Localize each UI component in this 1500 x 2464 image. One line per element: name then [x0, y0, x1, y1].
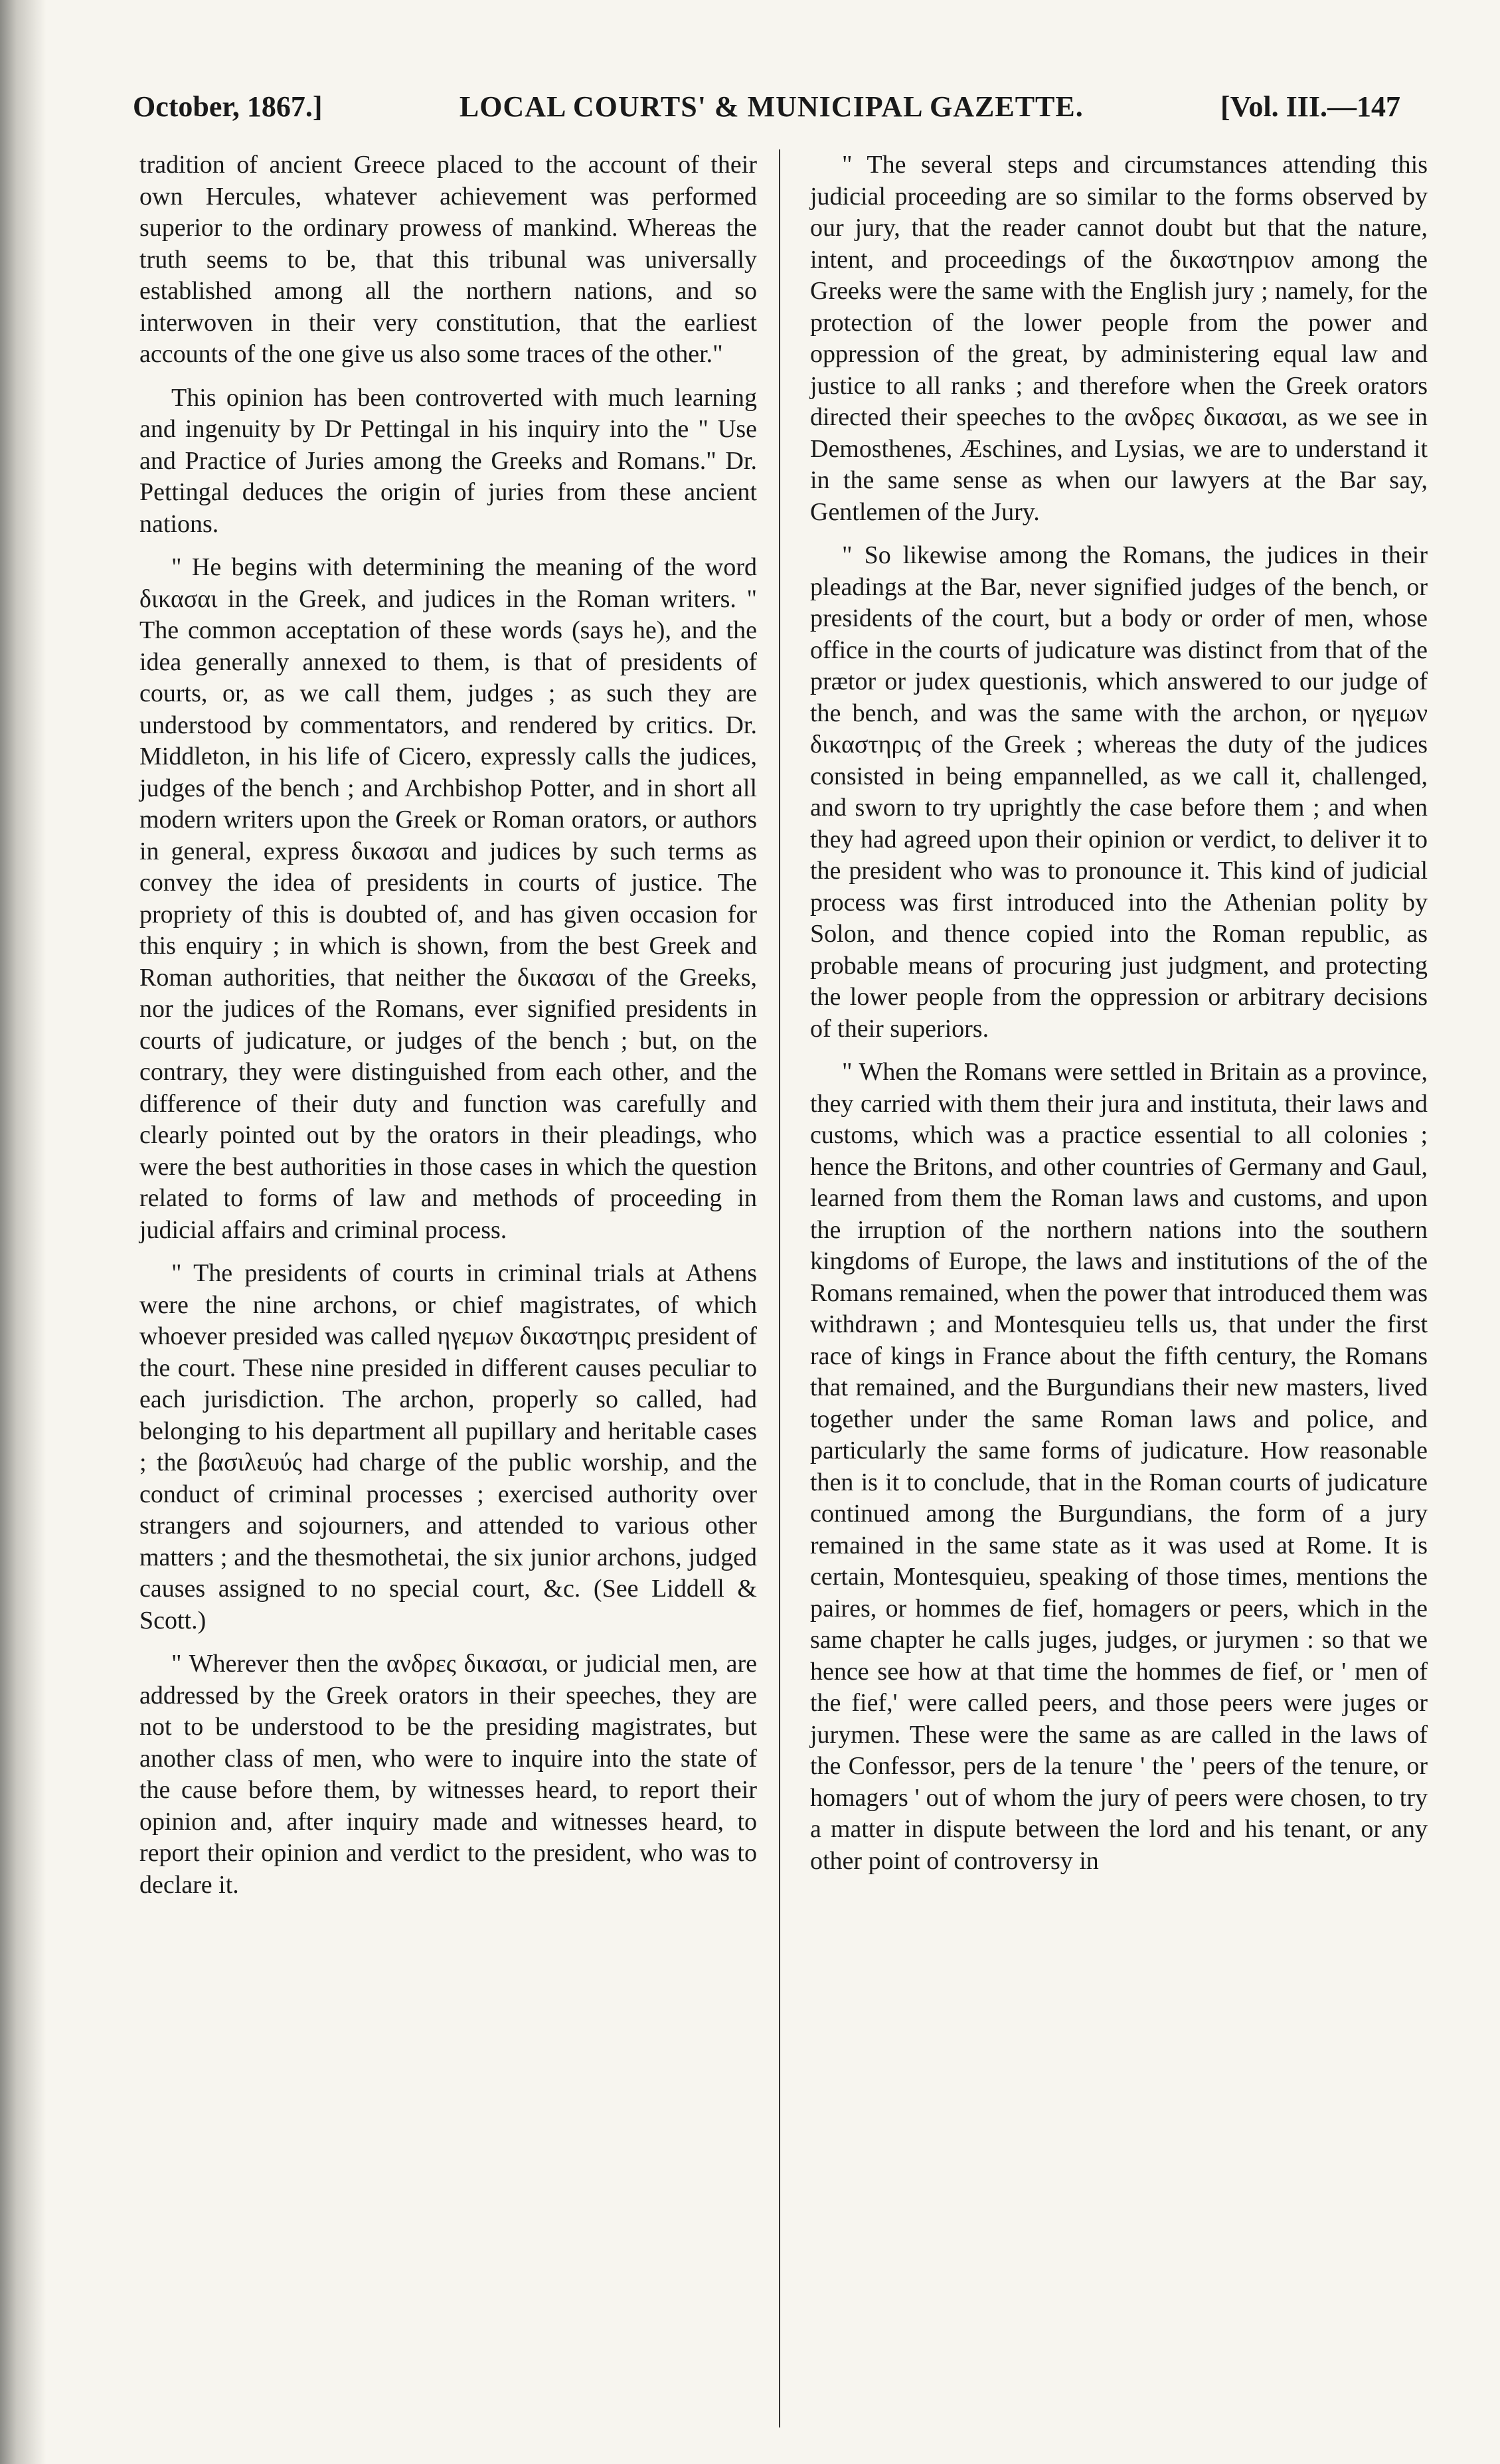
page-binding-edge: [0, 0, 46, 2464]
right-column: [810, 149, 1428, 1889]
header-date: October, 1867.]: [133, 90, 323, 123]
paragraph: " So likewise among the Romans, the judices in their pleadings at the Bar, never signified judges of the bench, or presidents of the court, but a body or order of men, whose office in the courts of judicature was distinct from that of the prætor or judex questionis, which answered to our judge of the bench, and was the same with the archon, or ηγεμων δικαστηρις of the Greek ; whereas the duty of the judices consisted in being empannelled, as we call it, challenged, and sworn to try uprightly the case before them ; and when they had agreed upon their opinion or verdict, to deliver it to the president who was to pronounce it. This kind of judicial process was first introduced into the Athenian polity by Solon, and thence copied into the Roman republic, as probable means of procuring just judgment, and protecting the lower people from the oppression or arbitrary decisions of their superiors.: [810, 541, 1428, 1043]
paragraph: " Wherever then the ανδρες δικασαι, or judicial men, are addressed by the Greek orators in their speeches, they are not to be understood to be the presiding magistrates, but another class of men, who were to inquire into the state of the cause before them, by witnesses heard, to report their opinion and, after inquiry made and witnesses heard, to report their opinion and verdict to the president, who was to declare it.: [139, 1650, 757, 1899]
page-header: [133, 90, 1400, 136]
left-column: [139, 149, 757, 1913]
paragraph: " The several steps and circumstances attending this judicial proceeding are so similar to the forms observed by our jury, that the reader cannot doubt but that the nature, intent, and proceedings of the δικαστηριον among the Greeks were the same with the English jury ; namely, for the protection of the lower people from the power and oppression of the great, by administering equal law and justice to all ranks ; and therefore when the Greek orators directed their speeches to the ανδρες δικασαι, as we see in Demosthenes, Æschines, and Lysias, we are to understand it in the same sense as when our lawyers at the Bar say, Gentlemen of the Jury.: [810, 151, 1428, 526]
paragraph: This opinion has been controverted with much learning and ingenuity by Dr Pettingal in his inquiry into the " Use and Practice of Juries among the Greeks and Romans." Dr. Pettingal deduces the origin of juries from these ancient nations.: [139, 383, 757, 538]
paragraph: tradition of ancient Greece placed to the account of their own Hercules, whatever achievement was performed superior to the ordinary prowess of mankind. Whereas the truth seems to be, that this tribunal was universally established among all the northern nations, and so interwoven in their very constitution, that the earliest accounts of the one give us also some traces of the other.": [139, 151, 757, 368]
paragraph: " The presidents of courts in criminal trials at Athens were the nine archons, or chief magistrates, of which whoever presided was called ηγεμων δικαστηρις president of the court. These nine presided in different causes peculiar to each jurisdiction. The archon, properly so called, had belonging to his department all pupillary and heritable cases ; the βασιλευύς had charge of the public worship, and the conduct of criminal processes ; exercised authority over strangers and sojourners, and attended to various other matters ; and the thesmothetai, the six junior archons, judged causes assigned to no special court, &c. (See Liddell & Scott.): [139, 1259, 757, 1634]
header-title: LOCAL COURTS' & MUNICIPAL GAZETTE.: [459, 90, 1084, 123]
paragraph: " When the Romans were settled in Britain as a province, they carried with them their jura and instituta, their laws and customs, which was a practice essential to all colonies ; hence the Britons, and other countries of Germany and Gaul, learned from them the Roman laws and customs, and upon the irruption of the northern nations into the southern kingdoms of Europe, the laws and institutions of the of the Romans remained, when the power that introduced them was withdrawn ; and Montesquieu tells us, that under the first race of kings in France about the fifth century, the Romans that remained, and the Burgundians their new masters, lived together under the same Roman laws and police, and particularly the same forms of judicature. How reasonable then is it to conclude, that in the Roman courts of judicature continued among the Burgundians, the form of a jury remained in the same state as it was used at Rome. It is certain, Montesquieu, speaking of those times, mentions the paires, or hommes de fief, homagers or peers, which in the same chapter he calls juges, judges, or jurymen : so that we hence see how at that time the hommes de fief, or ' men of the fief,' were called peers, and those peers were juges or jurymen. These were the same as are called in the laws of the Confessor, pers de la tenure ' the ' peers of the tenure, or homagers ' out of whom the jury of peers were chosen, to try a matter in dispute between the lord and his tenant, or any other point of controversy in: [810, 1058, 1428, 1875]
column-divider: [779, 149, 780, 2427]
paragraph: " He begins with determining the meaning of the word δικασαι in the Greek, and judices in the Roman writers. " The common acceptation of these words (says he), and the idea generally annexed to them, is that of presidents of courts, or, as we call them, judges ; as such they are understood by commentators, and rendered by critics. Dr. Middleton, in his life of Cicero, expressly calls the judices, judges of the bench ; and Archbishop Potter, and in short all modern writers upon the Greek or Roman orators, or authors in general, express δικασαι and judices by such terms as convey the idea of presidents in courts of justice. The propriety of this is doubted of, and has given occasion for this enquiry ; in which is shown, from the best Greek and Roman authorities, that neither the δικασαι of the Greeks, nor the judices of the Romans, ever signified presidents in courts of judicature, or judges of the bench ; but, on the contrary, they were distinguished from each other, and the difference of their duty and function was carefully and clearly pointed out by the orators in their pleadings, who were the best authorities in those cases in which the question related to forms of law and methods of proceeding in judicial affairs and criminal process.: [139, 553, 757, 1244]
header-volume: [Vol. III.—147: [1220, 90, 1400, 123]
